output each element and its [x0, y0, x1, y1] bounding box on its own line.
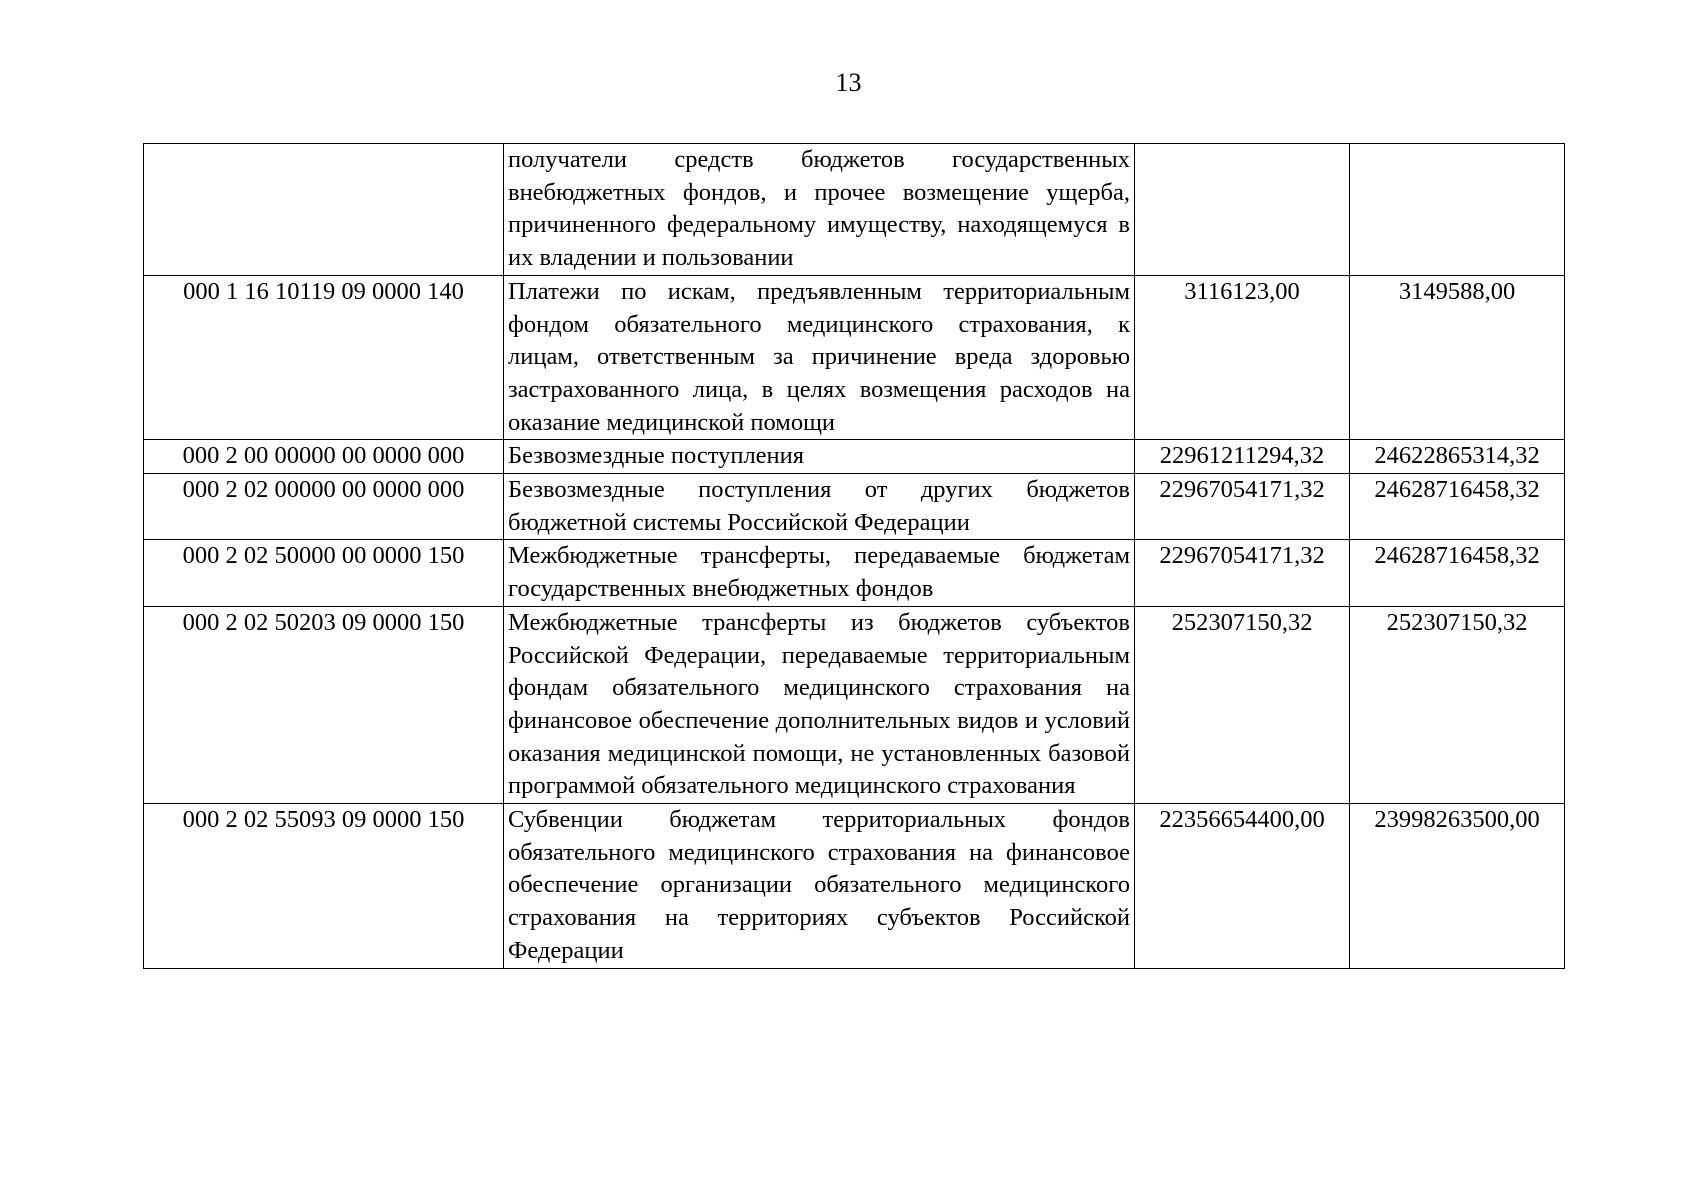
amount-year-2: 24628716458,32 [1350, 474, 1565, 540]
budget-code: 000 1 16 10119 09 0000 140 [144, 275, 504, 440]
income-name: Безвозмездные поступления [504, 440, 1135, 474]
amount-year-2 [1350, 144, 1565, 276]
amount-year-1: 22356654400,00 [1135, 804, 1350, 969]
budget-code [144, 144, 504, 276]
budget-code: 000 2 02 50203 09 0000 150 [144, 606, 504, 803]
table-row [144, 144, 1565, 276]
table-row [144, 440, 1565, 474]
amount-year-1: 22967054171,32 [1135, 540, 1350, 606]
amount-year-1 [1135, 144, 1350, 276]
amount-year-1: 3116123,00 [1135, 275, 1350, 440]
amount-year-1: 22967054171,32 [1135, 474, 1350, 540]
table-row [144, 606, 1565, 803]
budget-code: 000 2 02 55093 09 0000 150 [144, 804, 504, 969]
income-name: получатели средств бюджетов государственных внебюджетных фондов, и прочее возмещение ущерба, причиненного федеральному имуществу, находящемуся в их владении и пользовании [504, 144, 1135, 276]
table-row [144, 804, 1565, 969]
amount-year-1: 22961211294,32 [1135, 440, 1350, 474]
table-row [144, 275, 1565, 440]
amount-year-2: 252307150,32 [1350, 606, 1565, 803]
amount-year-2: 3149588,00 [1350, 275, 1565, 440]
income-name: Межбюджетные трансферты из бюджетов субъектов Российской Федерации, передаваемые территориальным фондам обязательного медицинского страхования на финансовое обеспечение дополнительных видов и условий оказания медицинской помощи, не установленных базовой программой обязательного медицинского страхования [504, 606, 1135, 803]
budget-code: 000 2 02 00000 00 0000 000 [144, 474, 504, 540]
amount-year-2: 24628716458,32 [1350, 540, 1565, 606]
table-row [144, 540, 1565, 606]
budget-code: 000 2 02 50000 00 0000 150 [144, 540, 504, 606]
table-row [144, 474, 1565, 540]
income-name: Безвозмездные поступления от других бюджетов бюджетной системы Российской Федерации [504, 474, 1135, 540]
amount-year-1: 252307150,32 [1135, 606, 1350, 803]
budget-table [143, 143, 1565, 969]
page-number: 13 [835, 68, 862, 97]
budget-code: 000 2 00 00000 00 0000 000 [144, 440, 504, 474]
income-name: Платежи по искам, предъявленным территориальным фондом обязательного медицинского страхования, к лицам, ответственным за причинение вреда здоровью застрахованного лица, в целях возмещения расходов на оказание медицинской помощи [504, 275, 1135, 440]
income-name: Межбюджетные трансферты, передаваемые бюджетам государственных внебюджетных фондов [504, 540, 1135, 606]
amount-year-2: 23998263500,00 [1350, 804, 1565, 969]
income-name: Субвенции бюджетам территориальных фондов обязательного медицинского страхования на финансовое обеспечение организации обязательного медицинского страхования на территориях субъектов Российской Федерации [504, 804, 1135, 969]
amount-year-2: 24622865314,32 [1350, 440, 1565, 474]
